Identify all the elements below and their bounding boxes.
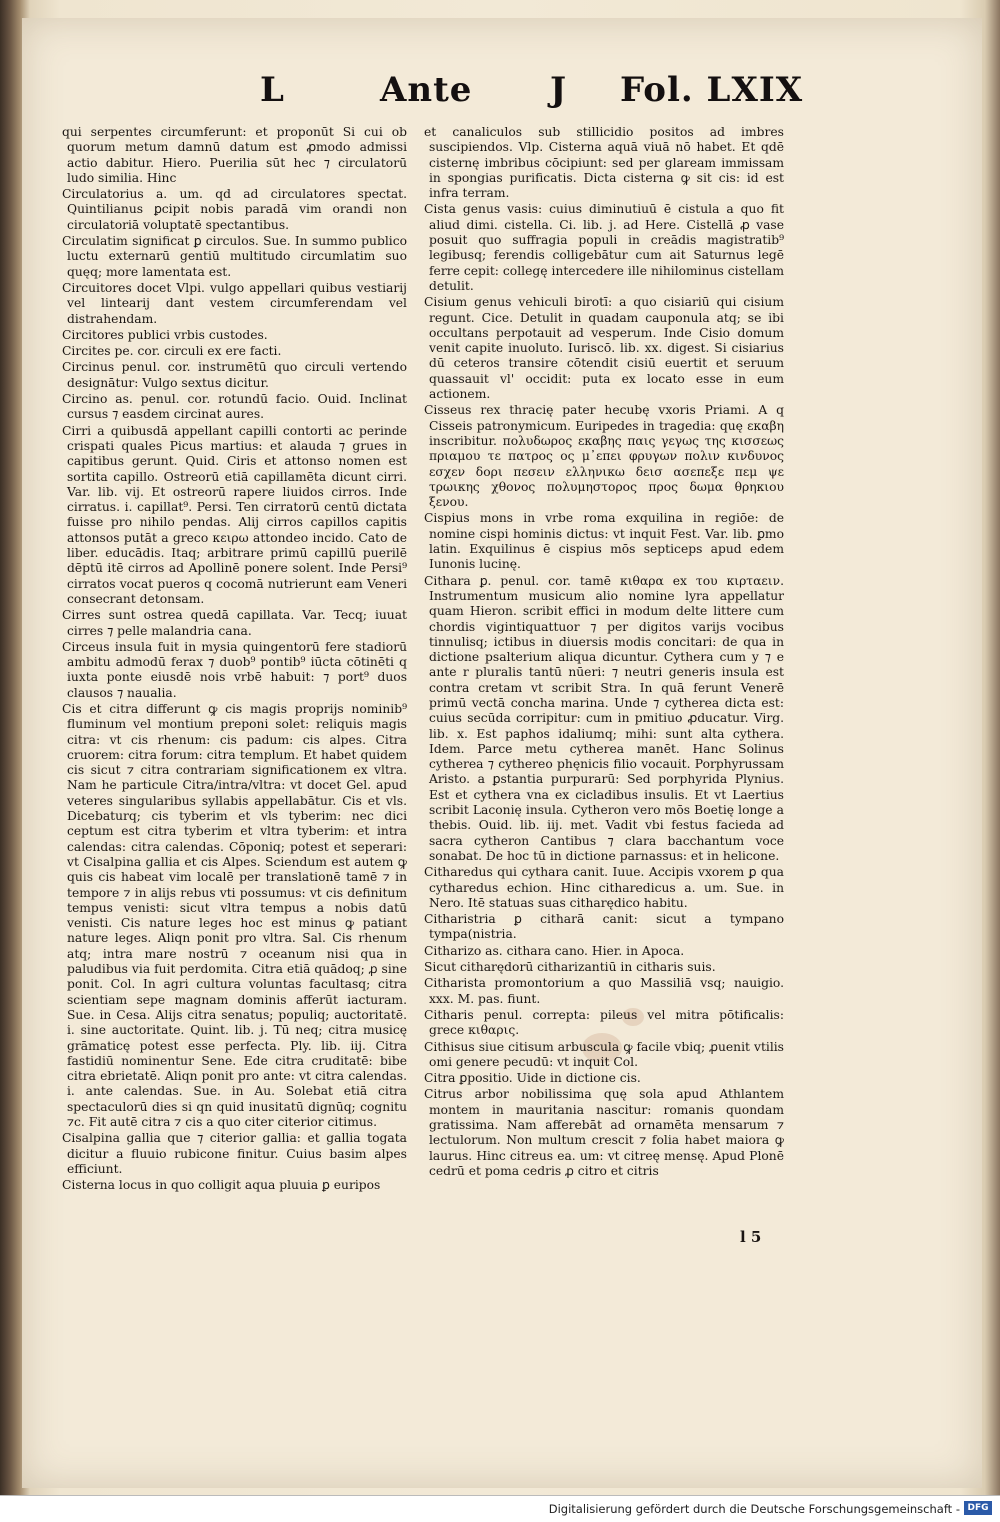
header-right-letter: J: [550, 70, 568, 110]
dictionary-entry: Circitores publici vrbis custodes.: [62, 327, 268, 342]
dictionary-entry: Cirres sunt ostrea quedā capillata. Var. Tecq; iuuat cirres ⁊ pelle malandria cana.: [62, 608, 407, 638]
header-section-word: Ante: [380, 70, 473, 110]
dictionary-entry: Cis et citra differunt ꝙ cis magis proprijs nominib⁹ fluminum vel montium preponi solet: reliquis magis citra: vt cis rhenum: cis padum: cis alpes. Citra cruorem: citra forum: citra templum. Et habet quidem cis sicut ⁊ citra contrariam significationem ex vltra. Nam he particule Citra/intra/vltra: vt docet Gel. apud veteres singularibus syllabis appellabātur. Cis et vls. Dicebaturq; cis tyberim et vls tyberim: nec dici ceptum est citra tyberim et vltra tyberim: et intra calendas: citra calendas. Cōponiq; potest et seperari: vt Cisalpina gallia et cis Alpes. Sciendum est autem ꝙ quis cis habeat vim localē per translationē tamē ⁊ in tempore ⁊ in alijs rebus vti possumus: vt cis definitum tempus venisti: sicut vltra tempus a nobis datū venisti. Cis nature leges hoc est minus ꝙ patiant nature leges. Aliqn ponit pro vltra. Sal. Cis rhenum atq; intra mare nostrū ⁊ oceanum nisi qua in paludibus via fuit perdomita. Citra etiā quādoq; ꝓ sine ponit. Col. In agri cultura voluntas facultasq; citra scientiam sepe magnam dominis afferūt iacturam. Sue. in Cesa. Alijs citra senatus; populiq; auctoritatē. i. sine auctoritate. Quint. lib. j. Tū neq; citra musicę grāmaticę potest esse perfecta. Ply. lib. iij. Citra fastidiū nominentur Sene. Ede citra cruditatē: bibe citra ebrietatē. Aliqn ponit pro ante: vt citra calendas. i. ante calendas. Sue. in Au. Solebat etiā citra spectaculorū dies si qn quid inusitatū dignūq; cognitu ⁊c. Fit autē citra ⁊ cis a quo citer citerior citimus.: [62, 701, 407, 1129]
dictionary-entry: Citharedus qui cythara canit. Iuue. Accipis vxorem ꝑ qua cytharedus echion. Hinc citharedicus a. um. Sue. in Nero. Itē statuas suas citharędico habitu.: [424, 865, 784, 910]
signature-mark: l 5: [740, 1228, 762, 1246]
footer-credit-text: Digitalisierung gefördert durch die Deutsche Forschungsgemeinschaft -: [548, 1502, 960, 1516]
dictionary-entry: Circulatim significat ꝑ circulos. Sue. In summo publico luctu externarū gentiū multitudo circumlatim suo quęq; more lamentata est.: [62, 234, 407, 279]
dictionary-entry: Citharis penul. correpta: pileus vel mitra pōtificalis: grece κιθαρις.: [424, 1007, 784, 1038]
dictionary-entry: Circites pe. cor. circuli ex ere facti.: [62, 344, 282, 359]
dictionary-entry: Sicut citharędorū citharizantiū in citharis suis.: [424, 960, 716, 975]
dictionary-entry: Citrus arbor nobilissima quę sola apud Athlantem montem in mauritania nascitur: romanis quondam gratissima. Nam afferebāt ad ornamēta mensarum ⁊ lectulorum. Non multum crescit ⁊ folia habet maiora ꝙ laurus. Hinc citreus ea. um: vt citreę mensę. Apud Plonē cedrū et poma cedris ꝓ citro et citris: [424, 1087, 784, 1178]
left-text-column: [62, 125, 407, 1194]
header-left-letter: L: [260, 70, 285, 110]
dictionary-entry: Citharista promontorium a quo Massiliā vsq; nauigio. xxx. M. pas. fiunt.: [424, 976, 784, 1006]
dictionary-entry: Circulatorius a. um. qd ad circulatores spectat. Quintilianus ꝑcipit nobis paradā vim orandi non circulatoriā voluptatē spectantibus.: [62, 187, 407, 232]
dictionary-entry: Circuitores docet Vlpi. vulgo appellari quibus vestiarij vel lintearij dant vestem circumferendam vel distrahendam.: [62, 280, 407, 326]
dictionary-entry: Citharizo as. cithara cano. Hier. in Apoca.: [424, 943, 685, 958]
dictionary-entry: et canaliculos sub stillicidio positos ad imbres suscipiendos. Vlp. Cisterna aquā viuā nō habet. Et qdē cisternę imbribus cōcipiunt: sed per glaream immissam in spongias purificatis. Dicta cisterna ꝙ sit cis: id est infra terram.: [424, 125, 784, 201]
dictionary-entry: Cisium genus vehiculi birotī: a quo cisiariū qui cisium regunt. Cice. Detulit in quadam cauponula atq; se ibi occultans perpotauit ad vesperum. Inde Cisio domum venit capite inuoluto. Iuriscō. lib. xx. digest. Si cisiarius dū ceteros transire cōtendit cisiū euertit et seruum quassauit vl' occidit: puta ex locato esse in eum actionem.: [424, 295, 784, 402]
dictionary-entry: Citra ꝑpositio. Uide in dictione cis.: [424, 1071, 641, 1086]
dictionary-entry: Cithisus siue citisum arbuscula ꝙ facile vbiq; ꝓuenit vtilis omi genere pecudū: vt inquit Col.: [424, 1039, 784, 1069]
dictionary-entry: qui serpentes circumferunt: et proponūt Si cui ob quorum metum damnū datum est ꝓmodo admissi actio dabitur. Hiero. Puerilia sūt hec ⁊ circulatorū ludo similia. Hinc: [62, 125, 407, 185]
dictionary-entry: Cithara ꝑ. penul. cor. tamē κιθαρα ex του κιρταειν. Instrumentum musicum alio nomine lyra appellatur quam Hieron. scribit effici in modum delte littere cum chordis vigintiquattuor ⁊ per digitos varijs vocibus tinnulisq; ictibus in diuersis modis concitari: de qua in dictione psalterium aliqua dicuntur. Cythera cum y ⁊ e ante r pluralis tantū nūeri: ⁊ neutri generis insula est contra cretam vt scribit Stra. In quā ferunt Venerē primū vectā concha marina. Unde ⁊ cytherea dicta est: cuius secūda corripitur: cum in pmitiuo ꝓducatur. Virg. lib. x. Est paphos idaliumq; mihi: sunt alta cythera. Idem. Parce metu cytherea manēt. Hanc Solinus cytherea ⁊ cythereo phęnicis filio vocauit. Porphyrussam Aristo. a ꝑstantia purpurarū: Sed porphyrida Plynius. Est et cythera vna ex cicladibus insulis. Et vt Laertius scribit Laconię insula. Cytheron vero mōs Boetię longe a thebis. Ouid. lib. iij. met. Vadit vbi festus facieda ad sacra cytheron Cantibus ⁊ clara bacchantum voce sonabat. De hoc tū in dictione parnassus: et in helicone.: [424, 573, 784, 863]
dictionary-entry: Cisalpina gallia que ⁊ citerior gallia: et gallia togata dicitur a fluuio rubicone finitur. Cuius basim alpes efficiunt.: [62, 1131, 407, 1176]
header-folio-number: Fol. LXIX: [620, 70, 804, 110]
page-header: [250, 70, 810, 130]
dictionary-entry: Citharistria ꝑ citharā canit: sicut a tympano tympa(nistria.: [424, 912, 784, 942]
right-text-column: [424, 125, 784, 1180]
footer-bar: [0, 1495, 1000, 1522]
dfg-logo: DFG: [964, 1501, 992, 1515]
dictionary-entry: Circeus insula fuit in mysia quingentorū fere stadiorū ambitu admodū ferax ⁊ duob⁹ pontib⁹ iūcta cōtinēti q iuxta ponte eiusdē nois vrbē habuit: ⁊ port⁹ duos clausos ⁊ naualia.: [62, 639, 407, 700]
dictionary-entry: Cispius mons in vrbe roma exquilina in regiōe: de nomine cispi hominis dictus: vt inquit Fest. Var. lib. ꝑmo latin. Exquilinus ē cispius mōs septiceps apud edem Iunonis lucinę.: [424, 511, 784, 572]
dictionary-entry: Cista genus vasis: cuius diminutiuū ē cistula a quo fit aliud dimi. cistella. Ci. lib. j. ad Here. Cistellā ꝓ vase posuit quo suffragia populi in creādis magistratib⁹ legibusq; ferendis colligebātur cum ait Saturnus legē ferre cepit: collegę intercedere ille nihilominus cistellam detulit.: [424, 202, 784, 293]
dictionary-entry: Cisterna locus in quo colligit aqua pluuia ꝑ euripos: [62, 1178, 381, 1193]
dictionary-entry: Circinus penul. cor. instrumētū quo circuli vertendo designātur: Vulgo sextus dicitur.: [62, 360, 407, 390]
dictionary-entry: Circino as. penul. cor. rotundū facio. Ouid. Inclinat cursus ⁊ easdem circinat aures.: [62, 392, 407, 422]
dictionary-entry: Cirri a quibusdā appellant capilli contorti ac perinde crispati quales Picus martius: et alauda ⁊ grues in capitibus gerunt. Quid. Ciris et attonso nomen est sortita capillo. Ostreorū etiā capillamēta dicunt cirri. Var. lib. vij. Et ostreorū rapere liuidos cirros. Inde cirratus. i. capillat⁹. Persi. Ten cirratorū centū dictata fuisse pro nihilo pendas. Alij cirros capillos capitis attonsos putāt a greco κειρω attondeo incido. Cato de liber. educādis. Itaq; arbitrare primū capillū puerilē dēptū itē cirros ad Apollinē ponere solent. Inde Persi⁹ cirratos vocat pueros q cocomā nutrierunt eam Veneri consecrant detonsam.: [62, 423, 407, 606]
dictionary-entry: Cisseus rex thracię pater hecubę vxoris Priami. A q Cisseis patronymicum. Euripedes in tragedia: quę εκαβη inscribitur. πολυδωρος εκαβης παις γεγως της κισσεως πριαμου τε πατρος ος μ᾽επει φρυγων πολιν κινδυνος εσχεν δορι πεσειν ελληνικω δεισ ασεπεξε πεμ ψε τρωικης χθονος πολυμηστορος προς δωμα θρηκιου ξενου.: [424, 403, 784, 510]
